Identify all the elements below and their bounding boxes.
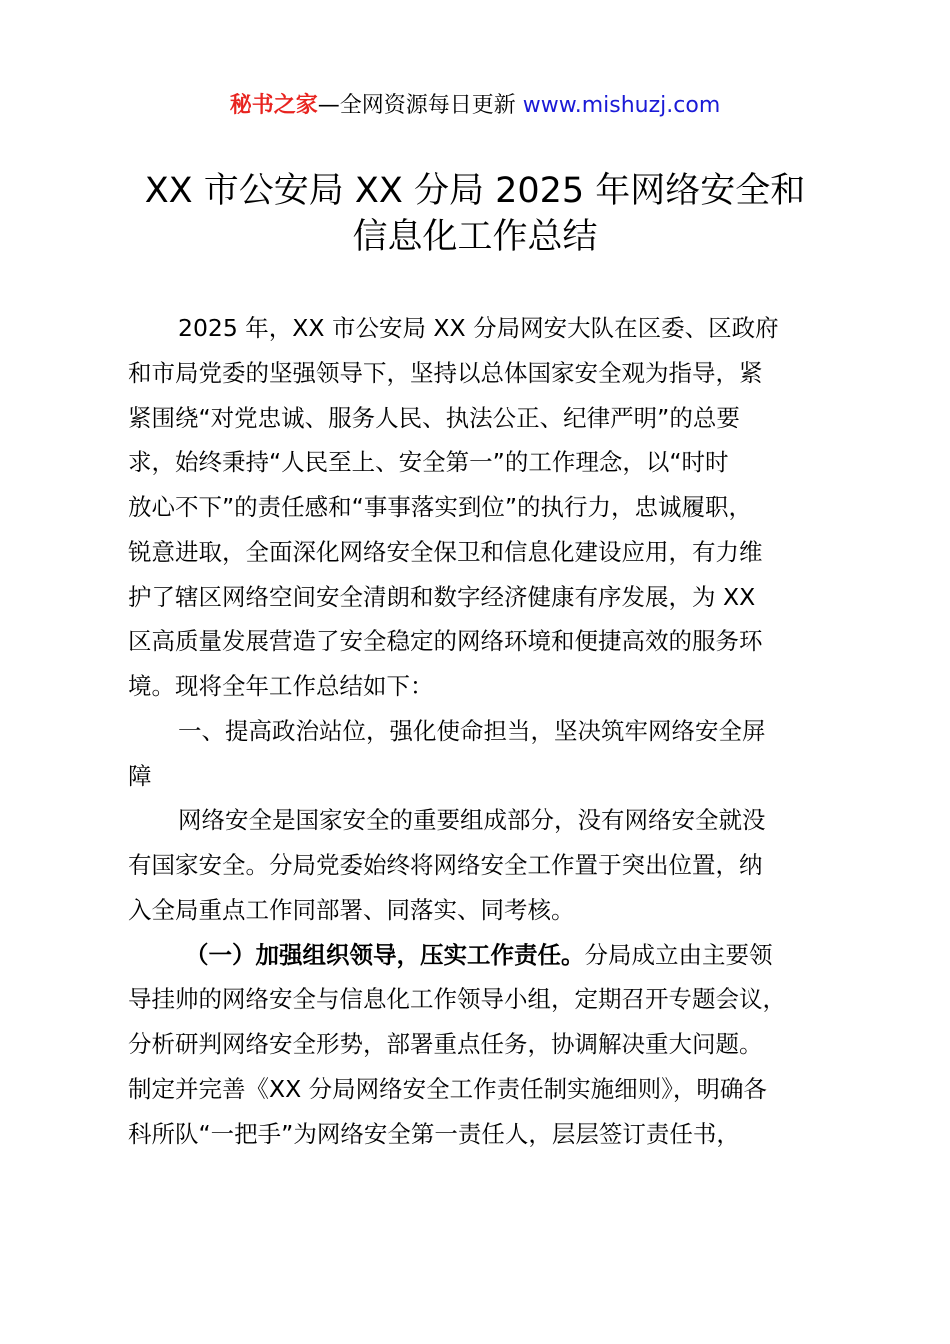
- text-line: 导挂帅的网络安全与信息化工作领导小组，定期召开专题会议，: [128, 985, 786, 1014]
- brand-name: 秘书之家: [229, 93, 318, 118]
- text-line: 求，始终秉持“人民至上、安全第一”的工作理念，以“时时: [128, 448, 729, 477]
- text-line: 分析研判网络安全形势，部署重点任务，协调解决重大问题。: [128, 1030, 763, 1058]
- site-banner: [0, 88, 950, 119]
- text-line: [128, 933, 848, 978]
- text-run: 分局成立由主要领: [584, 940, 773, 969]
- document-title: [0, 168, 950, 260]
- text-line: 区高质量发展营造了安全稳定的网络环境和便捷高效的服务环: [128, 627, 763, 656]
- text-line: 2025 年，XX 市公安局 XX 分局网安大队在区委、区政府: [178, 314, 779, 342]
- subsection-heading: （一）加强组织领导，压实工作责任。: [185, 940, 585, 969]
- title-line-1: XX 市公安局 XX 分局 2025 年网络安全和: [144, 171, 806, 211]
- intro-paragraph: [128, 306, 848, 709]
- subsection-1-paragraph: [128, 933, 848, 1157]
- text-line: 放心不下”的责任感和“事事落实到位”的执行力，忠诚履职，: [128, 493, 753, 521]
- document-body: [128, 306, 848, 1156]
- text-line: 紧围绕“对党忠诚、服务人民、执法公正、纪律严明”的总要: [128, 403, 740, 432]
- text-line: 制定并完善《XX 分局网络安全工作责任制实施细则》，明确各: [128, 1074, 767, 1103]
- text-line: 入全局重点工作同部署、同落实、同考核。: [128, 895, 575, 924]
- banner-url[interactable]: www.mishuzj.com: [522, 93, 721, 118]
- section-heading-1: [128, 709, 848, 799]
- text-line: 和市局党委的坚强领导下，坚持以总体国家安全观为指导，紧: [128, 358, 763, 387]
- banner-tagline: —全网资源每日更新: [317, 93, 523, 118]
- section-1-paragraph: [128, 798, 848, 932]
- text-line: 有国家安全。分局党委始终将网络安全工作置于突出位置，纳: [128, 851, 763, 879]
- text-line: 科所队“一把手”为网络安全第一责任人，层层签订责任书，: [128, 1119, 740, 1148]
- text-line: 境。现将全年工作总结如下：: [128, 672, 434, 700]
- text-line: 一、提高政治站位，强化使命担当，坚决筑牢网络安全屏: [178, 716, 766, 745]
- text-line: 网络安全是国家安全的重要组成部分，没有网络安全就没: [178, 806, 766, 835]
- text-line: 锐意进取，全面深化网络安全保卫和信息化建设应用，有力维: [128, 537, 763, 566]
- text-line: 护了辖区网络空间安全清朗和数字经济健康有序发展，为 XX: [128, 582, 756, 611]
- title-line-2: 信息化工作总结: [352, 217, 598, 257]
- text-line: 障: [128, 761, 152, 790]
